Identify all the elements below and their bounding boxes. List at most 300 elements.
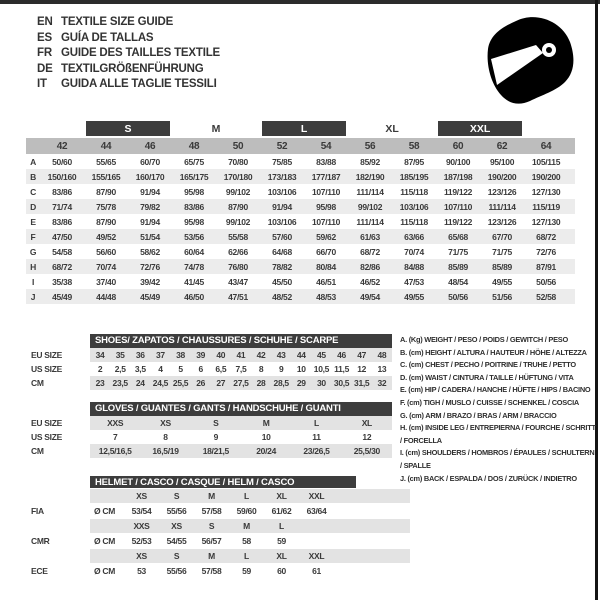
section-value-cell: 23,5 (110, 376, 130, 390)
section-value-cell: 7,5 (235, 364, 247, 374)
section-row-label: EU SIZE (31, 350, 62, 360)
helmet-standard-label: ECE (31, 566, 48, 576)
section-value-cell: 10 (296, 364, 306, 374)
size-value-cell: 127/130 (531, 216, 561, 227)
section-row-label: CM (31, 378, 44, 388)
section-value-cell: 27 (211, 376, 231, 390)
size-value-cell: 67/70 (480, 229, 524, 244)
size-value-cell: 47/50 (40, 229, 84, 244)
section-value-cell: 45 (311, 348, 331, 362)
language-code: DE (37, 62, 53, 75)
row-filler (568, 214, 575, 229)
row-filler (568, 274, 575, 289)
size-value-cell: 84/88 (392, 259, 436, 274)
size-header-cell: 46 (128, 138, 172, 154)
language-title: GUIDA ALLE TAGLIE TESSILI (61, 78, 217, 90)
helmet-standard-label: FIA (31, 506, 44, 516)
section-value-cell: 42 (251, 348, 271, 362)
helmet-size-cell: XXS (124, 519, 159, 533)
measurement-row-g (26, 244, 575, 259)
size-value-cell: 58/62 (140, 246, 160, 257)
section-value-cell: M (241, 416, 291, 430)
size-value-cell: 74/78 (172, 259, 216, 274)
section-value-cell: 44 (291, 348, 311, 362)
section-value-cell: 48 (372, 348, 392, 362)
language-title: GUÍA DE TALLAS (61, 31, 154, 44)
size-header-cell: 48 (172, 138, 216, 154)
helmet-value-cell: 55/56 (166, 566, 187, 576)
helmet-size-filler (334, 519, 410, 533)
size-value-cell: 70/74 (404, 246, 424, 257)
corner-cell (26, 121, 40, 138)
size-value-cell: 48/52 (260, 289, 304, 304)
language-code: IT (37, 78, 47, 90)
size-value-cell: 45/49 (40, 289, 84, 304)
size-value-cell: 48/54 (448, 276, 468, 287)
section-value-cell: 46 (332, 348, 352, 362)
row-filler (568, 289, 575, 304)
shoes-header-row (26, 334, 392, 348)
measurement-row-h (26, 259, 575, 274)
size-value-cell: 115/119 (524, 199, 568, 214)
size-value-cell: 51/56 (480, 289, 524, 304)
row-label: I (31, 276, 35, 287)
size-value-cell: 87/90 (216, 199, 260, 214)
section-value-cell: 6 (198, 364, 203, 374)
size-group-cell (348, 121, 436, 138)
helmet-size-cell: L (229, 489, 264, 503)
size-value-cell: 43/47 (228, 276, 248, 287)
size-value-cell: 107/110 (311, 186, 341, 197)
size-value-cell: 95/98 (184, 216, 204, 227)
section-value-cell: 25,5 (171, 376, 191, 390)
helmet-value-cell: 63/64 (306, 506, 327, 516)
section-value-cell: L (291, 416, 341, 430)
section-value-cell: 32 (372, 376, 392, 390)
size-value-cell: 127/130 (531, 186, 561, 197)
size-value-cell: 99/102 (348, 199, 392, 214)
language-row (37, 62, 220, 78)
shoes-row (26, 348, 392, 362)
measurement-row-a (26, 154, 575, 169)
size-group-label-xl: XL (385, 122, 399, 135)
helmet-value-cell: 59 (277, 536, 286, 546)
size-header-cell: 62 (480, 138, 524, 154)
helmet-header-row (26, 475, 410, 489)
shoes-header-spacer (26, 334, 90, 348)
row-filler (568, 169, 575, 184)
section-value-cell: 7 (112, 432, 118, 442)
size-value-cell: 111/114 (356, 186, 384, 197)
size-value-cell: 46/51 (316, 276, 336, 287)
section-value-cell: 2,5 (114, 364, 126, 374)
helmet-value-cell: 52/53 (131, 536, 152, 546)
helmet-size-cell: L (229, 549, 264, 563)
size-value-cell: 103/106 (267, 216, 297, 227)
row-filler (568, 199, 575, 214)
section-value-cell: 29 (291, 376, 311, 390)
size-value-cell: 79/82 (128, 199, 172, 214)
size-value-cell: 119/122 (443, 216, 473, 227)
size-value-cell: 68/72 (40, 259, 84, 274)
helmet-size-cell: XS (159, 519, 194, 533)
helmet-header-cell (90, 475, 410, 489)
size-header-cell: 42 (40, 138, 84, 154)
gloves-row (26, 416, 392, 430)
size-value-cell: 75/78 (84, 199, 128, 214)
helmet-size-cell: L (264, 519, 299, 533)
helmet-row-filler (334, 563, 410, 579)
shoes-table-body (26, 334, 392, 390)
helmet-unit-spacer (90, 549, 124, 563)
size-value-cell: 83/88 (316, 156, 336, 167)
helmet-value-cell: 59 (242, 566, 251, 576)
shoes-row (26, 376, 392, 390)
helmet-value-cell: 54/55 (166, 536, 187, 546)
section-row-label: EU SIZE (31, 418, 62, 428)
legend-item-i: I. (cm) SHOULDERS / HOMBROS / ÉPAULES / SCHULTERN / SPALLE (400, 448, 595, 470)
size-header-cell: 50 (216, 138, 260, 154)
helmet-size-cell: M (194, 489, 229, 503)
language-row (37, 77, 220, 93)
size-value-cell: 105/115 (531, 156, 561, 167)
section-value-cell: 41 (231, 348, 251, 362)
size-value-cell: 75/85 (272, 156, 292, 167)
size-value-cell: 170/180 (216, 169, 260, 184)
row-label: A (30, 156, 36, 167)
section-row-label: US SIZE (31, 432, 62, 442)
helmet-unit-spacer (90, 519, 124, 533)
gloves-table-body (26, 402, 392, 458)
gloves-row (26, 444, 392, 458)
size-value-cell: 48/53 (304, 289, 348, 304)
size-value-cell: 119/122 (443, 186, 473, 197)
helmet-size-row (26, 549, 410, 563)
size-value-cell: 60/64 (184, 246, 204, 257)
size-value-cell: 66/70 (316, 246, 336, 257)
section-value-cell: 28 (251, 376, 271, 390)
size-value-cell: 103/106 (392, 199, 436, 214)
size-value-cell: 55/65 (96, 156, 116, 167)
size-header-filler (568, 138, 575, 154)
helmet-standard-row-fia (26, 503, 410, 519)
measurement-row-j (26, 289, 575, 304)
helmet-unit-label: Ø CM (94, 506, 115, 516)
size-value-cell: 39/42 (140, 276, 160, 287)
section-value-cell: 47 (352, 348, 372, 362)
size-value-cell: 45/50 (272, 276, 292, 287)
language-row (37, 46, 220, 62)
size-value-cell: 56/60 (96, 246, 116, 257)
section-value-cell: 8 (163, 432, 168, 442)
legend-item-j: J. (cm) BACK / ESPALDA / DOS / ZURÜCK / INDIETRO (400, 473, 577, 483)
row-filler (568, 154, 575, 169)
section-value-cell: 9 (213, 432, 219, 442)
size-value-cell: 123/126 (487, 186, 517, 197)
size-value-cell: 87/90 (96, 216, 116, 227)
section-value-cell: 28,5 (271, 376, 291, 390)
size-value-cell: 71/75 (492, 246, 512, 257)
size-group-row (26, 121, 575, 138)
measurement-legend (400, 334, 597, 485)
size-value-cell: 103/106 (267, 186, 297, 197)
section-value-cell: XS (140, 416, 190, 430)
legend-item-h: H. (cm) INSIDE LEG / ENTREPIERNA / FOURCHE / SCHRITT / FORCELLA (400, 423, 596, 445)
size-value-cell: 95/98 (304, 199, 348, 214)
helmet-row-filler (334, 533, 410, 549)
size-group-cell (172, 121, 260, 138)
size-value-cell: 85/89 (436, 259, 480, 274)
helmet-standard-label: CMR (31, 536, 50, 546)
size-value-cell: 155/165 (84, 169, 128, 184)
size-value-cell: 72/76 (536, 246, 556, 257)
section-value-cell: 34 (90, 348, 110, 362)
section-value-cell: 12 (357, 364, 367, 374)
section-value-cell: 10 (261, 432, 271, 442)
size-value-cell: 87/95 (404, 156, 424, 167)
size-value-cell: 64/68 (272, 246, 292, 257)
size-value-cell: 71/75 (448, 246, 468, 257)
size-value-cell: 83/86 (52, 186, 72, 197)
language-code: ES (37, 31, 52, 44)
size-group-cell (436, 121, 524, 138)
size-value-cell: 41/45 (184, 276, 204, 287)
helmet-size-cell: XXL (299, 489, 334, 503)
section-value-cell: 27,5 (231, 376, 251, 390)
measurement-row-d (26, 199, 575, 214)
helmet-value-cell: 58 (242, 536, 251, 546)
size-header-cell: 52 (260, 138, 304, 154)
size-value-cell: 54/58 (52, 246, 72, 257)
row-filler (568, 244, 575, 259)
size-value-cell: 91/94 (260, 199, 304, 214)
language-code: FR (37, 47, 52, 59)
size-value-cell: 90/100 (445, 156, 471, 167)
section-value-cell: 36 (130, 348, 150, 362)
section-value-cell: 12 (362, 432, 372, 442)
helmet-value-cell: 57/58 (201, 566, 222, 576)
helmet-value-cell: 53 (137, 566, 146, 576)
row-filler (568, 184, 575, 199)
size-value-cell: 71/74 (40, 199, 84, 214)
helmet-unit-spacer (90, 489, 124, 503)
section-value-cell: 3,5 (134, 364, 146, 374)
section-value-cell: 12,5/16,5 (90, 444, 140, 458)
gloves-table (26, 402, 392, 458)
size-value-cell: 99/102 (225, 216, 251, 227)
size-value-cell: 78/82 (260, 259, 304, 274)
language-code: EN (37, 16, 53, 28)
measurement-row-i (26, 274, 575, 289)
measurement-row-e (26, 214, 575, 229)
section-value-cell: 37 (150, 348, 170, 362)
gloves-header-row (26, 402, 392, 416)
helmet-header-spacer (26, 475, 90, 489)
size-value-cell: 49/52 (84, 229, 128, 244)
section-value-cell: 8 (258, 364, 264, 374)
gloves-row (26, 430, 392, 444)
section-value-cell: 11,5 (334, 364, 349, 374)
size-value-cell: 50/56 (536, 276, 556, 287)
section-value-cell: 20/24 (241, 444, 291, 458)
language-row (37, 31, 220, 47)
helmet-size-spacer (26, 489, 90, 503)
size-value-cell: 83/86 (172, 199, 216, 214)
helmet-size-cell: M (229, 519, 264, 533)
helmet-unit-label: Ø CM (94, 536, 115, 546)
size-value-cell: 47/51 (216, 289, 260, 304)
helmet-size-cell: S (194, 519, 229, 533)
size-value-cell: 177/187 (304, 169, 348, 184)
size-value-cell: 46/50 (172, 289, 216, 304)
section-value-cell: 16,5/19 (140, 444, 190, 458)
size-value-cell: 53/56 (172, 229, 216, 244)
size-value-cell: 44/48 (84, 289, 128, 304)
size-value-cell: 65/75 (184, 156, 204, 167)
size-header-corner (26, 138, 40, 154)
size-value-cell: 49/55 (392, 289, 436, 304)
size-value-cell: 51/54 (128, 229, 172, 244)
helmet-size-filler (334, 489, 410, 503)
helmet-value-cell: 53/54 (131, 506, 152, 516)
size-value-cell: 68/72 (360, 246, 380, 257)
size-value-cell: 91/94 (140, 186, 160, 197)
section-value-cell: 18/21,5 (191, 444, 241, 458)
size-value-cell: 61/63 (348, 229, 392, 244)
size-group-cell (524, 121, 568, 138)
language-title: GUIDE DES TAILLES TEXTILE (61, 47, 220, 59)
gloves-header-cell (90, 402, 392, 416)
helmet-size-cell: S (159, 549, 194, 563)
section-value-cell: 30 (311, 376, 331, 390)
helmet-value-cell (299, 533, 334, 549)
size-value-cell: 62/66 (228, 246, 248, 257)
section-value-cell: 30,5 (332, 376, 352, 390)
section-value-cell: S (191, 416, 241, 430)
helmet-unit-label: Ø CM (94, 566, 115, 576)
section-value-cell: 24,5 (150, 376, 170, 390)
shoes-title: SHOES/ ZAPATOS / CHAUSSURES / SCHUHE / SCARPE (90, 334, 392, 348)
legend-item-a: A. (Kg) WEIGHT / PESO / POIDS / GEWITCH / PESO (400, 335, 568, 344)
size-value-cell: 52/58 (524, 289, 568, 304)
size-value-cell: 111/114 (356, 216, 384, 227)
legend-item-d: D. (cm) WAIST / CINTURA / TAILLE / HÜFTUNG / VITA (400, 372, 574, 382)
size-value-cell: 70/74 (84, 259, 128, 274)
size-value-cell: 65/68 (436, 229, 480, 244)
helmet-size-cell: XL (264, 549, 299, 563)
size-value-cell: 111/114 (480, 199, 524, 214)
section-value-cell: 35 (110, 348, 130, 362)
helmet-table (26, 475, 410, 579)
size-value-cell: 50/56 (436, 289, 480, 304)
section-value-cell: 5 (178, 364, 183, 374)
size-value-cell: 50/60 (52, 156, 72, 167)
section-value-cell: 6,5 (215, 364, 227, 374)
row-filler (568, 259, 575, 274)
section-value-cell: 9 (278, 364, 284, 374)
size-header-cell: 54 (304, 138, 348, 154)
size-value-cell: 107/110 (311, 216, 341, 227)
size-value-cell: 190/200 (480, 169, 524, 184)
size-value-cell: 115/118 (400, 216, 428, 227)
shoes-table (26, 334, 392, 390)
size-value-cell: 187/198 (436, 169, 480, 184)
size-value-cell: 83/86 (52, 216, 72, 227)
size-value-cell: 95/98 (184, 186, 204, 197)
helmet-size-cell: XXL (299, 549, 334, 563)
size-value-cell: 70/80 (228, 156, 248, 167)
section-value-cell: 26 (191, 376, 211, 390)
size-header-cell: 44 (84, 138, 128, 154)
legend-item-e: E. (cm) HIP / CADERA / HANCHE / HÜFTE / HIPS / BACINO (400, 385, 591, 395)
row-label: H (26, 259, 40, 274)
helmet-value-cell: 56/57 (201, 536, 222, 546)
helmet-size-cell: S (159, 489, 194, 503)
section-value-cell: 39 (191, 348, 211, 362)
size-value-cell: 35/38 (52, 276, 72, 287)
section-value-cell: 38 (171, 348, 191, 362)
size-value-cell: 190/200 (524, 169, 568, 184)
size-value-cell: 63/66 (392, 229, 436, 244)
size-header-row (26, 138, 575, 154)
size-value-cell: 160/170 (128, 169, 172, 184)
section-value-cell: 24 (130, 376, 150, 390)
legend-item-c: C. (cm) CHEST / PECHO / POITRINE / TRUHE / PETTO (400, 360, 576, 370)
row-label: J (26, 289, 40, 304)
helmet-size-filler (334, 549, 410, 563)
row-label: C (30, 186, 36, 197)
size-value-cell: 55/58 (216, 229, 260, 244)
language-list (37, 15, 220, 93)
size-value-cell: 46/52 (360, 276, 380, 287)
section-value-cell: 11 (312, 432, 321, 442)
helmet-value-cell: 55/56 (166, 506, 187, 516)
size-header-cell: 56 (348, 138, 392, 154)
helmet-size-cell: XS (124, 489, 159, 503)
helmet-size-cell: XL (264, 489, 299, 503)
helmet-value-cell: 57/58 (201, 506, 222, 516)
helmet-size-spacer (26, 519, 90, 533)
size-header-cell: 60 (436, 138, 480, 154)
section-value-cell: XXS (90, 416, 140, 430)
helmet-size-cell: XS (124, 549, 159, 563)
size-value-cell: 107/110 (436, 199, 480, 214)
section-value-cell: 23 (90, 376, 110, 390)
size-value-cell: 185/195 (392, 169, 436, 184)
size-value-cell: 87/91 (524, 259, 568, 274)
size-value-cell: 49/55 (492, 276, 512, 287)
size-value-cell: 60/70 (140, 156, 160, 167)
helmet-value-cell: 61 (312, 566, 321, 576)
legend-item-g: G. (cm) ARM / BRAZO / BRAS / ARM / BRACCIO (400, 410, 557, 420)
language-title: TEXTILE SIZE GUIDE (61, 16, 174, 28)
right-border (595, 0, 598, 600)
shoes-header-cell (90, 334, 392, 348)
measurement-row-f (26, 229, 575, 244)
row-label: B (26, 169, 40, 184)
size-value-cell: 37/40 (96, 276, 116, 287)
row-label: D (26, 199, 40, 214)
size-value-cell: 85/92 (360, 156, 380, 167)
helmet-value-cell: 59/60 (236, 506, 257, 516)
size-value-cell: 76/80 (216, 259, 260, 274)
language-row (37, 15, 220, 31)
helmet-value-cell: 61/62 (271, 506, 292, 516)
helmet-icon-svg (484, 14, 576, 106)
size-group-cell (84, 121, 172, 138)
size-value-cell: 123/126 (487, 216, 517, 227)
row-label: G (29, 246, 37, 257)
